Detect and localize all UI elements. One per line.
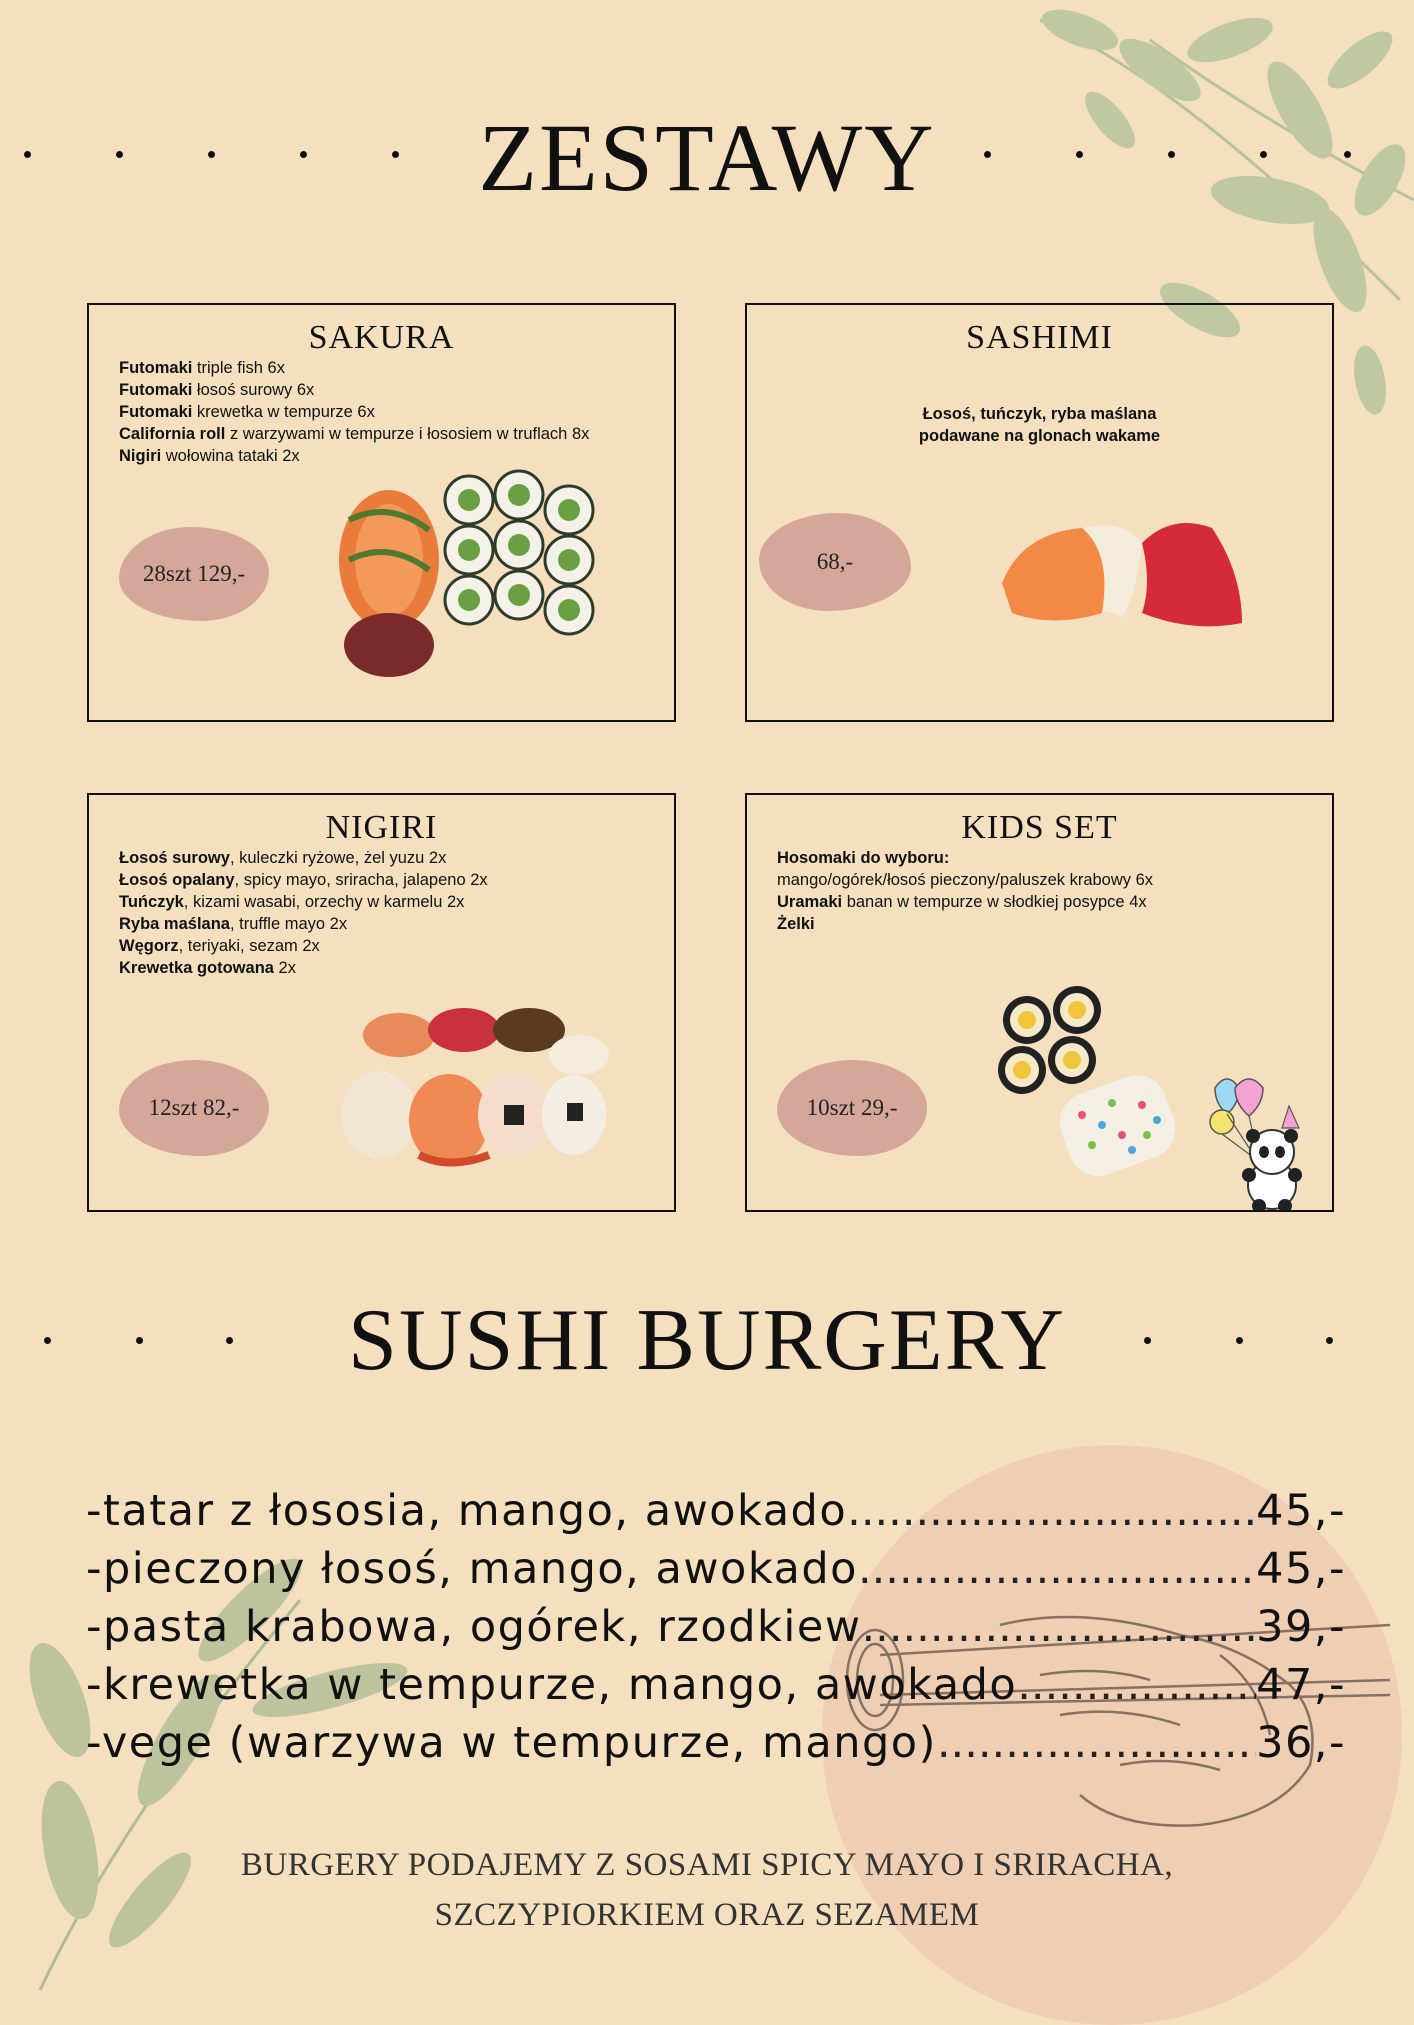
dot-leader [858, 1540, 1256, 1598]
price-badge: 28szt 129,- [119, 527, 269, 621]
set-card-sakura [87, 303, 676, 722]
list-item [86, 1714, 1346, 1772]
card-title: SASHIMI [966, 319, 1113, 356]
title-dots-right [960, 151, 1414, 161]
card-title: KIDS SET [961, 809, 1118, 846]
price-badge: 10szt 29,- [777, 1060, 927, 1156]
item-name: -pieczony łosoś, mango, awokado [86, 1544, 858, 1594]
item-price: 36,- [1256, 1718, 1346, 1768]
item-name: -vege (warzywa w tempurze, mango) [86, 1718, 937, 1768]
sashimi-image-icon [992, 513, 1252, 643]
note-line: SZCZYPIORKIEM ORAZ SEZAMEM [434, 1897, 980, 1933]
card-items [119, 847, 488, 979]
list-item: mango/ogórek/łosoś pieczony/paluszek krabowy 6x [777, 871, 1154, 889]
card-title: NIGIRI [325, 809, 438, 846]
card-items [777, 847, 1153, 935]
note-line: BURGERY PODAJEMY Z SOSAMI SPICY MAYO I SRIRACHA, [240, 1847, 1174, 1883]
list-item: Ryba maślana, truffle mayo 2x [119, 915, 348, 933]
price-badge: 12szt 82,- [119, 1060, 269, 1156]
dot-leader [847, 1482, 1256, 1540]
burger-note [0, 1840, 1414, 1940]
list-item [86, 1656, 1346, 1714]
list-item: Węgorz, teriyaki, sezam 2x [119, 937, 320, 955]
title-dots-right [1100, 1337, 1414, 1347]
list-item: California roll z warzywami w tempurze i łososiem w truflach 8x [119, 425, 590, 443]
item-name: -tatar z łososia, mango, awokado [86, 1486, 848, 1536]
list-item: Łosoś opalany, spicy mayo, sriracha, jalapeno 2x [119, 871, 488, 889]
set-card-kids [745, 793, 1334, 1212]
card-items [747, 403, 1332, 447]
item-price: 45,- [1256, 1486, 1346, 1536]
dot-leader [937, 1714, 1256, 1772]
item-name: -pasta krabowa, ogórek, rzodkiew [86, 1602, 862, 1652]
list-item: Nigiri wołowina tataki 2x [119, 447, 300, 465]
list-item: podawane na glonach wakame [918, 427, 1161, 445]
list-item: Tuńczyk, kizami wasabi, orzechy w karmelu 2x [119, 893, 465, 911]
list-item [86, 1540, 1346, 1598]
item-price: 47,- [1256, 1660, 1346, 1710]
section-title-sets: ZESTAWY [478, 104, 936, 211]
list-item: Futomaki łosoś surowy 6x [119, 381, 315, 399]
card-title: SAKURA [308, 319, 455, 356]
sushi-rolls-image-icon [329, 460, 629, 685]
list-item: Futomaki krewetka w tempurze 6x [119, 403, 375, 421]
list-item [86, 1598, 1346, 1656]
set-card-sashimi [745, 303, 1334, 722]
nigiri-image-icon [329, 995, 619, 1195]
card-items [119, 357, 589, 467]
panda-balloons-illustration-icon [1187, 1070, 1317, 1210]
item-price: 45,- [1256, 1544, 1346, 1594]
dot-leader [862, 1598, 1257, 1656]
set-card-nigiri [87, 793, 676, 1212]
list-item: Krewetka gotowana 2x [119, 959, 296, 977]
kids-sushi-image-icon [992, 985, 1202, 1185]
list-item [86, 1482, 1346, 1540]
item-name: -krewetka w tempurze, mango, awokado [86, 1660, 1018, 1710]
burger-list [86, 1482, 1346, 1772]
price-badge: 68,- [759, 513, 911, 611]
list-item: Uramaki banan w tempurze w słodkiej posypce 4x [777, 893, 1147, 911]
list-item: Futomaki triple fish 6x [119, 359, 285, 377]
list-item: Łosoś surowy, kuleczki ryżowe, żel yuzu 2x [119, 849, 447, 867]
item-price: 39,- [1256, 1602, 1346, 1652]
list-item: Żelki [777, 915, 815, 933]
list-item: Hosomaki do wyboru: [777, 849, 950, 867]
dot-leader [1017, 1656, 1256, 1714]
list-item: Łosoś, tuńczyk, ryba maślana [922, 405, 1157, 423]
section-title-burgers: SUSHI BURGERY [348, 1292, 1066, 1389]
